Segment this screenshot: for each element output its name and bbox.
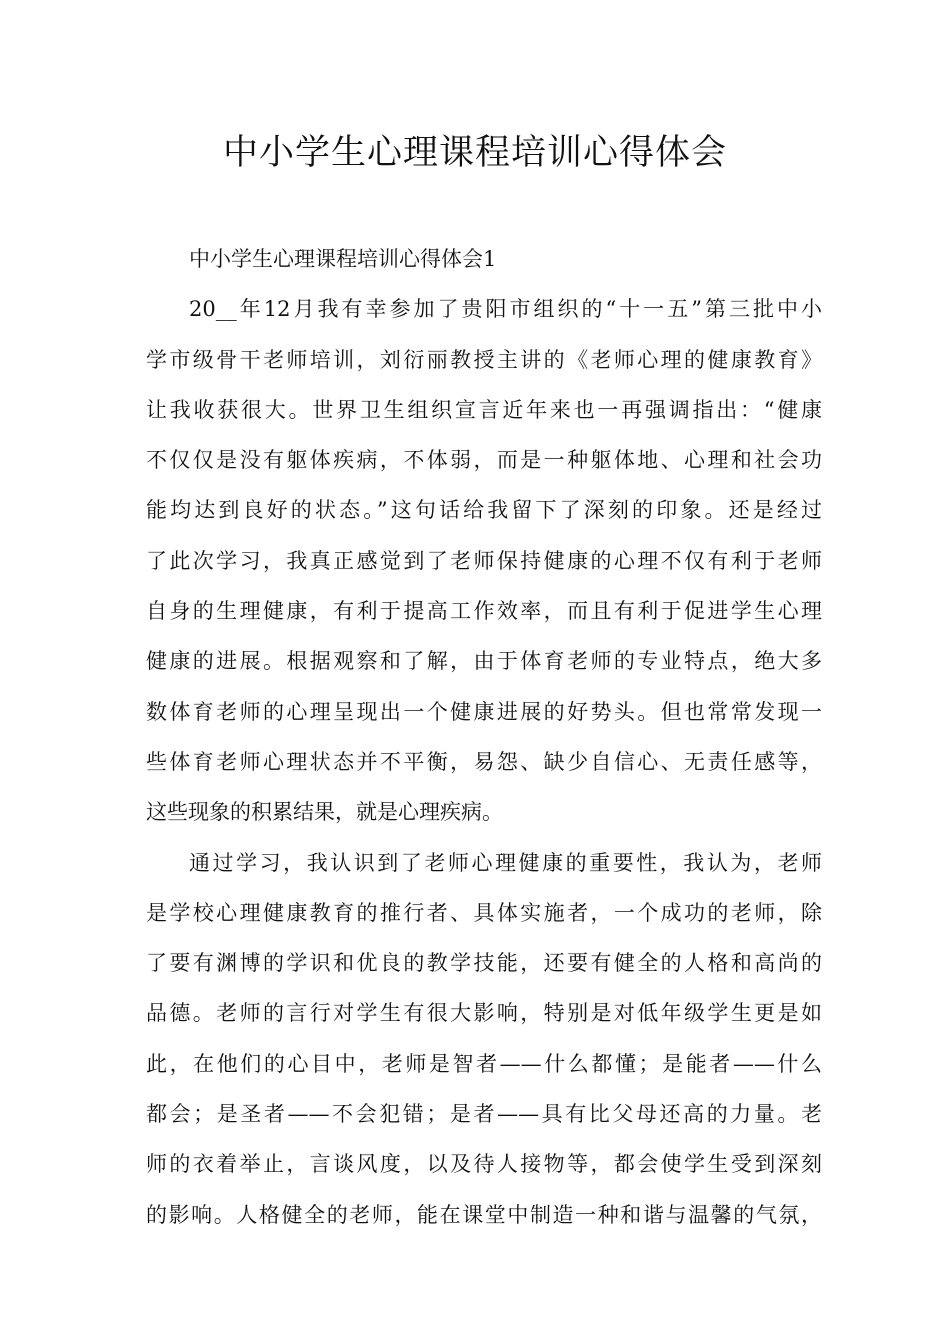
body-line: 是学校心理健康教育的推行者、具体实施者，一个成功的老师，除: [146, 900, 822, 925]
body-line: 了此次学习，我真正感觉到了老师保持健康的心理不仅有利于老师: [146, 548, 822, 573]
body-line: 自身的生理健康，有利于提高工作效率，而且有利于促进学生心理: [146, 599, 822, 624]
body-line: 让我收获很大。世界卫生组织宣言近年来也一再强调指出：“健康: [146, 397, 822, 422]
body-line: 20__年12月我有幸参加了贵阳市组织的“十一五”第三批中小: [189, 297, 822, 322]
body-line: 的影响。人格健全的老师，能在课堂中制造一种和谐与温馨的气氛，: [146, 1202, 822, 1227]
body-line: 通过学习，我认识到了老师心理健康的重要性，我认为，老师: [189, 850, 822, 875]
body-line: 能均达到良好的状态。”这句话给我留下了深刻的印象。还是经过: [146, 498, 822, 523]
body-line: 学市级骨干老师培训，刘衍丽教授主讲的《老师心理的健康教育》: [146, 347, 822, 372]
document-body: [146, 234, 822, 1240]
document-title: 中小学生心理课程培训心得体会: [222, 133, 727, 173]
body-line: 了要有渊博的学识和优良的教学技能，还要有健全的人格和高尚的: [146, 951, 822, 976]
body-line: 此，在他们的心目中，老师是智者——什么都懂；是能者——什么: [146, 1051, 822, 1076]
body-line: 些体育老师心理状态并不平衡，易怨、缺少自信心、无责任感等，: [146, 749, 822, 774]
body-line: 数体育老师的心理呈现出一个健康进展的好势头。但也常常发现一: [146, 699, 822, 724]
body-line: 这些现象的积累结果，就是心理疾病。: [146, 800, 503, 825]
body-line: 师的衣着举止，言谈风度，以及待人接物等，都会使学生受到深刻: [146, 1152, 822, 1177]
body-line: 健康的进展。根据观察和了解，由于体育老师的专业特点，绝大多: [146, 649, 822, 674]
body-line: 品德。老师的言行对学生有很大影响，特别是对低年级学生更是如: [146, 1001, 822, 1026]
body-line: 都会；是圣者——不会犯错；是者——具有比父母还高的力量。老: [146, 1102, 822, 1127]
body-line: 不仅仅是没有躯体疾病，不体弱，而是一种躯体地、心理和社会功: [146, 448, 822, 473]
body-line: 中小学生心理课程培训心得体会1: [189, 247, 497, 271]
